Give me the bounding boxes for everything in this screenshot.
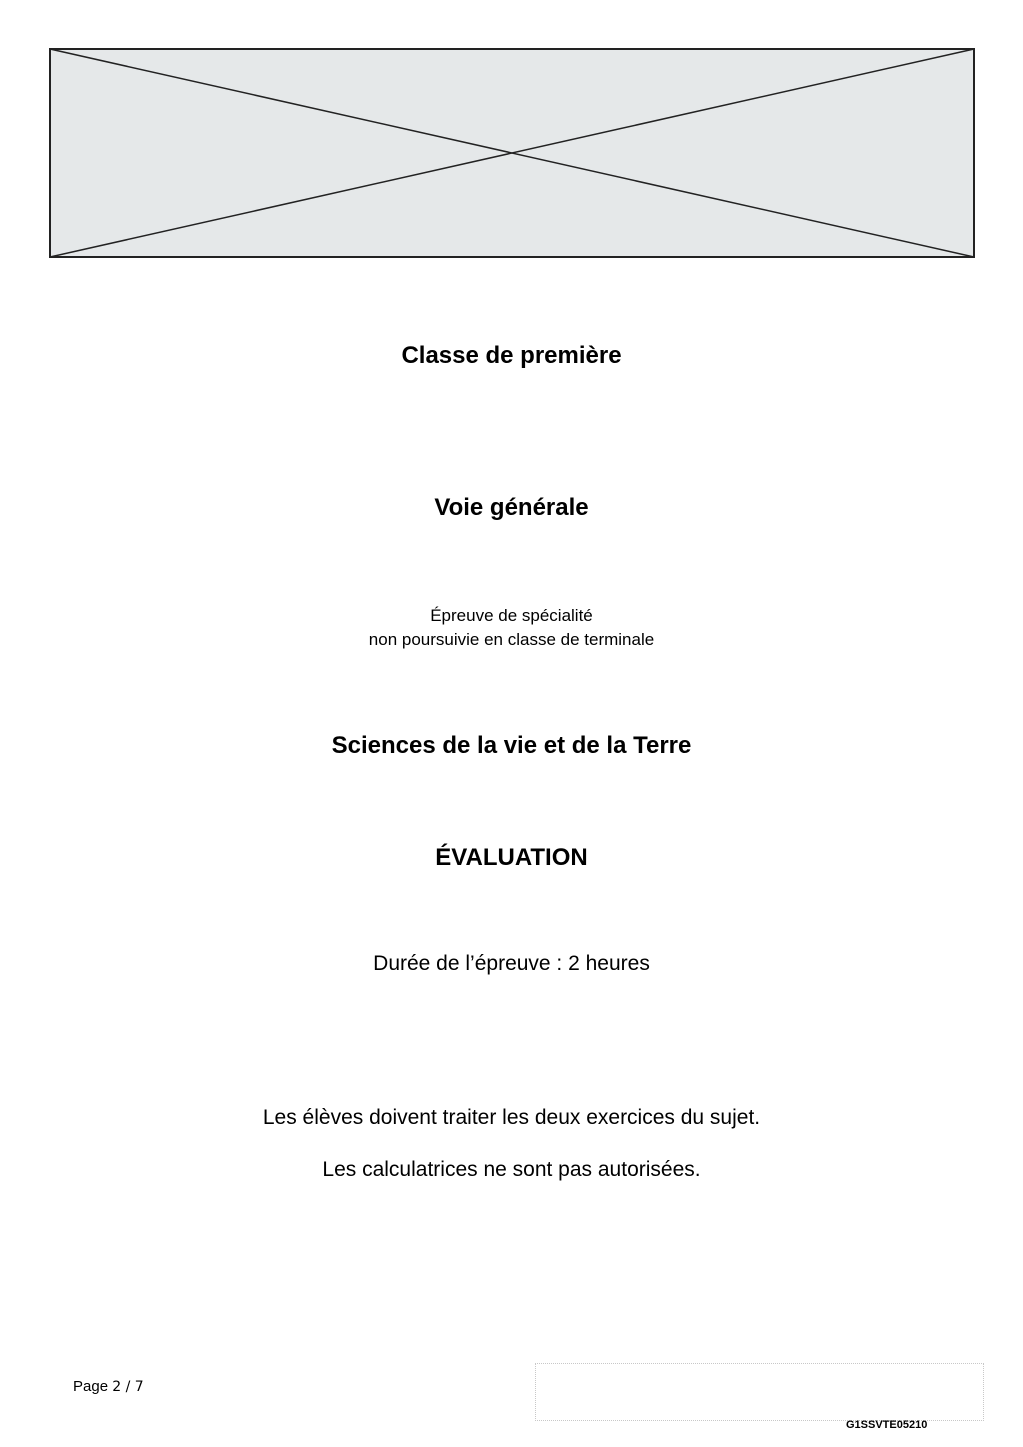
track-title: Voie générale [434, 494, 589, 521]
crossed-box-placeholder [49, 48, 975, 258]
class-level-title: Classe de première [401, 342, 622, 369]
exam-duration: Durée de l’épreuve : 2 heures [373, 952, 650, 975]
exam-type-line-1: Épreuve de spécialité [430, 606, 593, 625]
page-count: 2 / 7 [112, 1379, 144, 1395]
subject-title: Sciences de la vie et de la Terre [331, 732, 692, 759]
page-number [73, 1377, 144, 1397]
exam-type-line-2: non poursuivie en classe de terminale [368, 630, 655, 649]
instruction-exercises: Les élèves doivent traiter les deux exercices du sujet. [262, 1106, 761, 1129]
redacted-header-box [49, 48, 975, 258]
instruction-calculators: Les calculatrices ne sont pas autorisées. [322, 1158, 701, 1181]
footer-stamp-box [535, 1363, 984, 1421]
page-prefix: Page [73, 1378, 109, 1395]
evaluation-label: ÉVALUATION [435, 844, 588, 871]
subject-code: G1SSVTE05210 [846, 1419, 928, 1431]
